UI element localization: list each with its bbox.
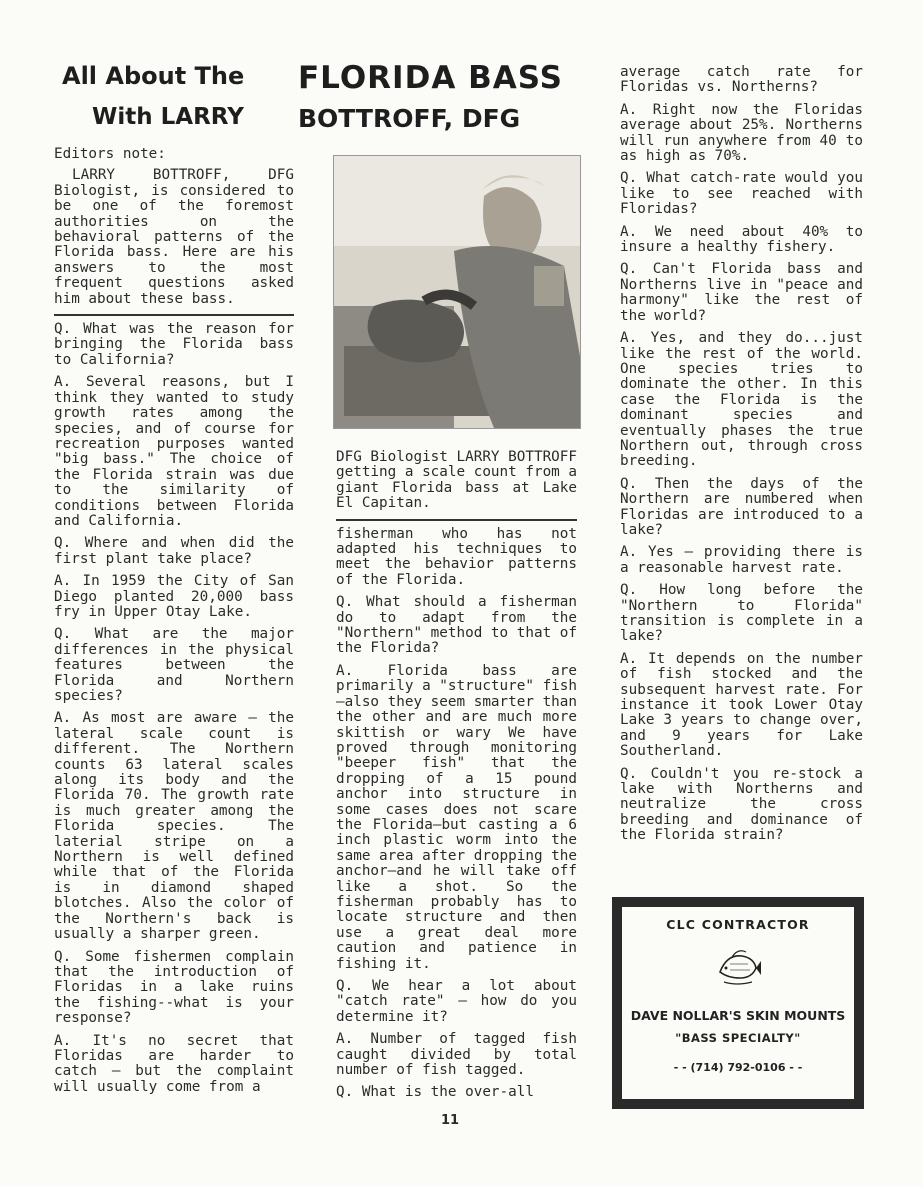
answer: A. Florida bass are primarily a "structure" fish—also they seem smarter than the other and are much more skittish or wary We have proved through monitoring "beeper fish" that the dropping of a 15 pound anchor into structure in some cases does not scare the Florida—but casting a 6 inch plastic worm into the same area after dropping the anchor—and he will take off like a shot. So the fisherman probably has to locate structure and then use a great deal more caution and patience in fishing it.	[336, 662, 578, 972]
answer: A. Right now the Floridas average about 25%. Northerns will run anywhere from 40 to as high as 70%.	[620, 101, 863, 165]
advertisement-box	[612, 897, 864, 1109]
bass-fish-icon	[712, 942, 762, 992]
answer: A. It depends on the number of fish stocked and the subsequent harvest rate. For instance it took Lower Otay Lake 3 years to change over, and 9 years for Lake Southerland.	[620, 650, 863, 760]
question: Q. What are the major differences in the physical features between the Florida and Northern species?	[54, 626, 294, 704]
title-line1-left: All About The	[62, 62, 245, 90]
ad-company: CLC CONTRACTOR	[666, 917, 810, 932]
question: Q. What was the reason for bringing the Florida bass to California?	[54, 321, 294, 368]
title-line2-left: With LARRY	[92, 104, 244, 130]
title-line1-right: FLORIDA BASS	[298, 60, 563, 96]
page-number: 11	[441, 1113, 460, 1128]
answer: A. In 1959 the City of San Diego planted 20,000 bass fry in Upper Otay Lake.	[54, 573, 294, 620]
divider	[54, 314, 294, 316]
ad-business-name: DAVE NOLLAR'S SKIN MOUNTS	[630, 1008, 846, 1023]
answer: A. We need about 40% to insure a healthy fishery.	[620, 223, 863, 256]
column-2	[336, 450, 577, 1108]
question: Q. Couldn't you re-stock a lake with Northerns and neutralize the cross breeding and dominance of the Florida strain?	[620, 765, 863, 844]
ad-tagline: "BASS SPECIALTY"	[675, 1031, 801, 1045]
question: Q. Can't Florida bass and Northerns live in "peace and harmony" like the rest of the world?	[620, 261, 863, 324]
question: Q. What is the over-all	[336, 1084, 534, 1101]
photo-illustration	[334, 156, 580, 428]
question: Q. Where and when did the first plant take place?	[54, 535, 294, 567]
question-continued: average catch rate for Floridas vs. Northerns?	[620, 64, 863, 96]
answer: A. As most are aware — the lateral scale count is different. The Northern counts 63 lateral scales along its body and the Florida 70. The growth rate is much greater among the Florida species. The laterial stripe on a Northern is well defined while that of the Florida is in diamond shaped blotches. Also the color of the Northern's back is usually a sharper green.	[54, 710, 294, 943]
answer: A. Yes — providing there is a reasonable harvest rate.	[620, 544, 863, 576]
title-line2-right: BOTTROFF, DFG	[298, 104, 521, 133]
photo-caption: DFG Biologist LARRY BOTTROFF getting a scale count from a giant Florida bass at Lake El Capitan.	[336, 449, 578, 512]
divider	[336, 519, 577, 521]
answer: A. Yes, and they do...just like the rest of the world. One species tries to dominate the other. In this case the Florida is the dominant species and eventually phases the true Northern out, through cross breeding.	[620, 330, 863, 470]
question: Q. Some fishermen complain that the introduction of Floridas in a lake ruins the fishing--what is your response?	[54, 948, 294, 1027]
intro-paragraph: LARRY BOTTROFF, DFG Biologist, is considered to be one of the foremost authorities on the behavioral patterns of the Florida bass. Here are his answers to the most frequent questions asked him about these bass.	[54, 167, 294, 307]
answer: A. Number of tagged fish caught divided by total number of fish tagged.	[336, 1031, 577, 1079]
answer-continued: fisherman who has not adapted his techniques to meet the behavior patterns of the Florida.	[336, 525, 577, 588]
editors-note: Editors note:	[54, 146, 166, 162]
question: Q. We hear a lot about "catch rate" — how do you determine it?	[336, 978, 577, 1025]
question: Q. What catch-rate would you like to see reached with Floridas?	[620, 170, 863, 218]
answer: A. Several reasons, but I think they wanted to study growth rates among the species, and of course for recreation purposes wanted "big bass." The choice of the Florida strain was due to the similarity of conditions between Florida and California.	[54, 374, 294, 529]
column-1	[54, 147, 294, 1102]
question: Q. Then the days of the Northern are numbered when Floridas are introduced to a lake?	[620, 475, 863, 538]
column-3	[620, 65, 863, 851]
biologist-photo	[333, 155, 581, 429]
ad-phone: - - (714) 792-0106 - -	[673, 1061, 803, 1074]
advertisement-content	[622, 907, 854, 1099]
question: Q. What should a fisherman do to adapt from the "Northern" method to that of the Florida?	[336, 594, 578, 657]
answer: A. It's no secret that Floridas are harder to catch — but the complaint will usually come from a	[54, 1032, 294, 1095]
question: Q. How long before the "Northern to Florida" transition is complete in a lake?	[620, 582, 863, 645]
